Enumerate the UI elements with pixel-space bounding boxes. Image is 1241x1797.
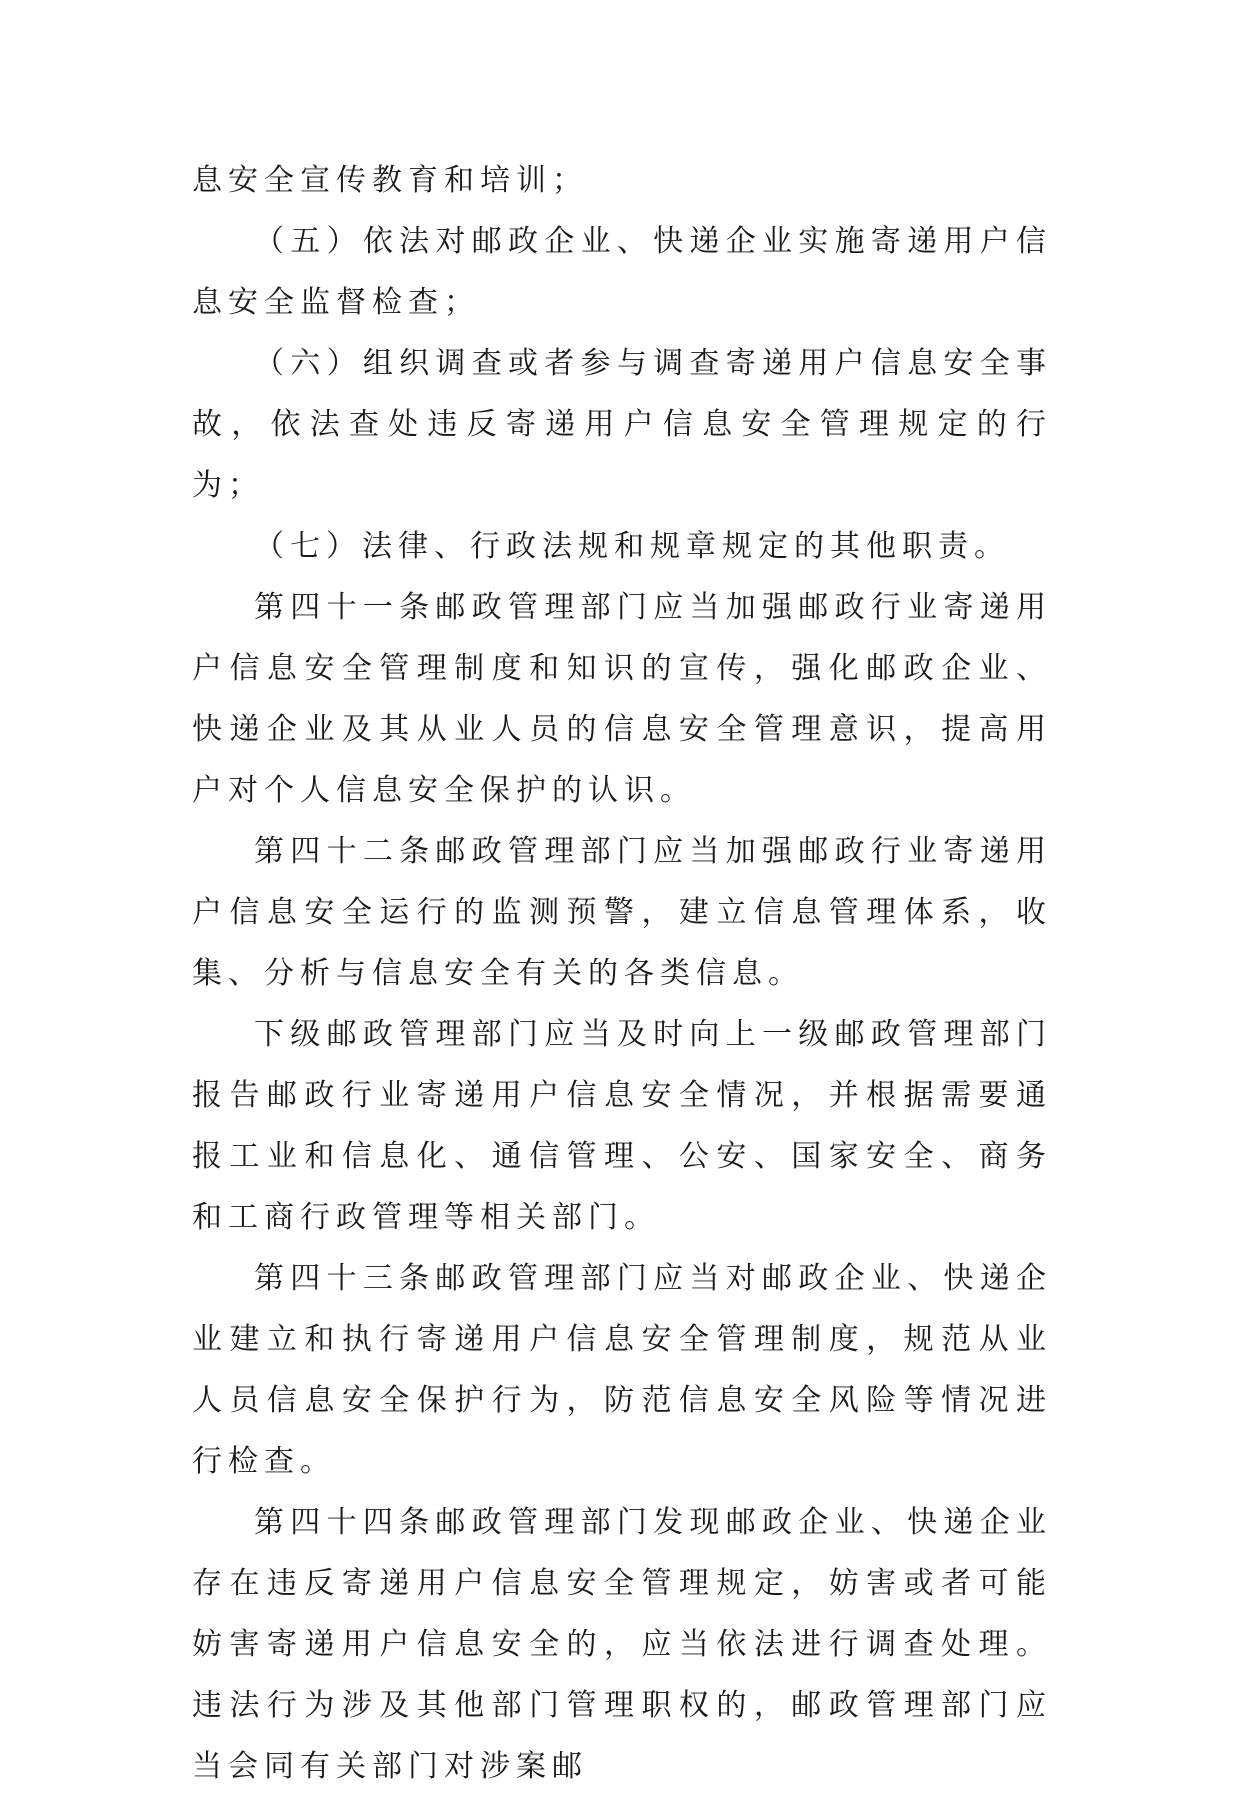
- paragraph-article-42: 第四十二条邮政管理部门应当加强邮政行业寄递用户信息安全运行的监测预警，建立信息管理体系，收集、分析与信息安全有关的各类信息。: [192, 834, 1052, 991]
- paragraph-continuation: 息安全宣传教育和培训；: [192, 163, 588, 198]
- paragraph-item-six: （六）组织调查或者参与调查寄递用户信息安全事故，依法查处违反寄递用户信息安全管理规定的行为；: [192, 346, 1052, 503]
- paragraph-article-43: 第四十三条邮政管理部门应当对邮政企业、快递企业建立和执行寄递用户信息安全管理制度，规范从业人员信息安全保护行为，防范信息安全风险等情况进行检查。: [192, 1261, 1052, 1479]
- paragraph-article-42-reporting: 下级邮政管理部门应当及时向上一级邮政管理部门报告邮政行业寄递用户信息安全情况，并根据需要通报工业和信息化、通信管理、公安、国家安全、商务和工商行政管理等相关部门。: [192, 1017, 1052, 1235]
- paragraph-article-44: 第四十四条邮政管理部门发现邮政企业、快递企业存在违反寄递用户信息安全管理规定，妨害或者可能妨害寄递用户信息安全的，应当依法进行调查处理。违法行为涉及其他部门管理职权的，邮政管理部门应当会同有关部门对涉案邮: [192, 1505, 1052, 1784]
- paragraph-item-five: （五）依法对邮政企业、快递企业实施寄递用户信息安全监督检查；: [192, 224, 1052, 320]
- paragraph-item-seven: （七）法律、行政法规和规章规定的其他职责。: [254, 529, 1010, 564]
- document-body: [192, 150, 1052, 1797]
- paragraph-article-41: 第四十一条邮政管理部门应当加强邮政行业寄递用户信息安全管理制度和知识的宣传，强化邮政企业、快递企业及其从业人员的信息安全管理意识，提高用户对个人信息安全保护的认识。: [192, 590, 1052, 808]
